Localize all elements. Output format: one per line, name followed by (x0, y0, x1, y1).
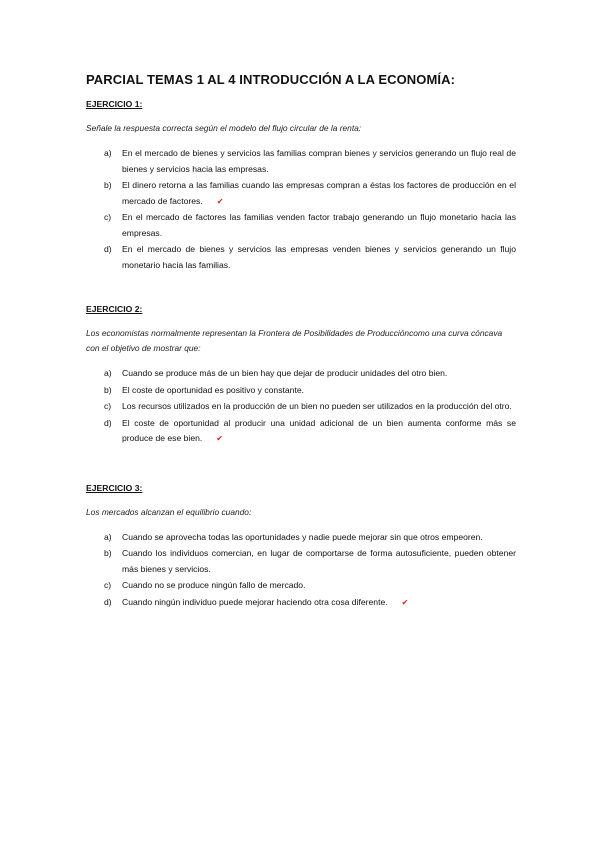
exercise-heading: EJERCICIO 2: (86, 304, 143, 314)
document-page (86, 72, 516, 611)
exercise-prompt: Señale la respuesta correcta según el modelo del flujo circular de la renta: (86, 123, 362, 133)
exercise-3 (86, 483, 516, 611)
option-a: a) Cuando se produce más de un bien hay que dejar de producir unidades del otro bien. (104, 368, 448, 378)
option-c: c) En el mercado de factores las familias venden factor trabajo generando un flujo monetario hacia las empresas. (104, 212, 516, 238)
exercise-1 (86, 99, 516, 273)
option-a: a) Cuando se aprovecha todas las oportunidades y nadie puede mejorar sin que otros empeoren. (104, 531, 483, 542)
exercise-heading: EJERCICIO 3: (86, 482, 143, 493)
option-b: b) El dinero retorna a las familias cuando las empresas compran a éstas los factores de producción en el mercado de factores. ✔ (104, 180, 516, 206)
correct-check-icon: ✔ (216, 196, 224, 206)
correct-check-icon: ✔ (216, 434, 223, 443)
option-b: b) Cuando los individuos comercian, en lugar de comportarse de forma autosuficiente, pueden obtener más bienes y servicios. (104, 548, 516, 574)
option-b: b) El coste de oportunidad es positivo y constante. (104, 384, 305, 395)
option-c: c) Los recursos utilizados en la producción de un bien no pueden ser utilizados en la producción del otro. (104, 401, 512, 411)
exercise-2 (86, 304, 516, 447)
exercise-prompt: Los mercados alcanzan el equilibrio cuando: (86, 506, 252, 517)
correct-check-icon: ✔ (401, 597, 409, 607)
option-d: d) En el mercado de bienes y servicios las empresas venden bienes y servicios generando un flujo monetario hacia las familias. (104, 244, 516, 270)
option-c: c) Cuando no se produce ningún fallo de mercado. (104, 580, 306, 590)
exercise-prompt: Los economistas normalmente representan la Frontera de Posibilidades de Produccióncomo una curva cóncava con el objetivo de mostrar que: (86, 328, 503, 353)
option-a: a) En el mercado de bienes y servicios las familias compran bienes y servicios generando un flujo real de bienes y servicios hacia las empresas. (104, 148, 516, 174)
option-d: d) Cuando ningún individuo puede mejorar haciendo otra cosa diferente. ✔ (104, 596, 409, 607)
option-d: d) El coste de oportunidad al producir una unidad adicional de un bien aumenta conforme más se produce de ese bien. ✔ (104, 417, 516, 443)
exercise-heading: EJERCICIO 1: (86, 99, 143, 109)
document-title: PARCIAL TEMAS 1 AL 4 INTRODUCCIÓN A LA ECONOMÍA: (86, 72, 456, 87)
